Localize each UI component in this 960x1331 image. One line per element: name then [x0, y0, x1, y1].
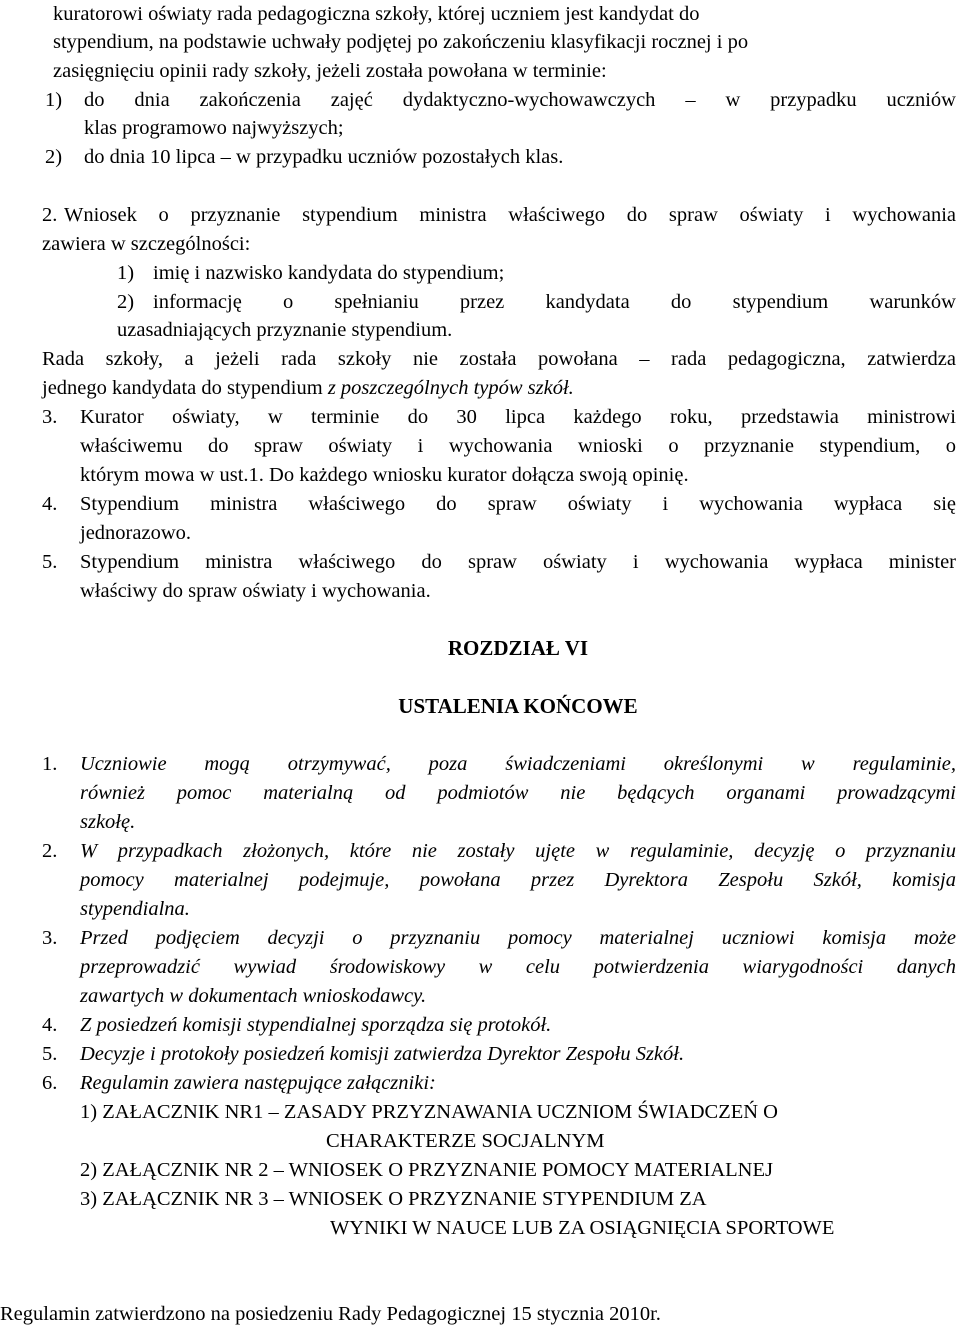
- attachment-line: CHARAKTERZE SOCJALNYM: [326, 1130, 605, 1152]
- attachment-line: 2) ZAŁĄCZNIK NR 2 – WNIOSEK O PRZYZNANIE POMOCY MATERIALNEJ: [80, 1159, 773, 1181]
- point-number: 4.: [42, 493, 58, 515]
- text-line: stypendialna.: [80, 898, 190, 920]
- text-line: Rada szkoły, a jeżeli rada szkoły nie została powołana – rada pedagogiczna, zatwierdza: [42, 348, 956, 370]
- point-number: 3.: [42, 927, 58, 949]
- text-line: przeprowadzić wywiad środowiskowy w celu potwierdzenia wiarygodności danych: [80, 956, 956, 978]
- text-line: do dnia 10 lipca – w przypadku uczniów pozostałych klas.: [84, 146, 564, 168]
- text-line: pomocy materialnej podejmuje, powołana przez Dyrektora Zespołu Szkół, komisja: [80, 869, 956, 891]
- text-line: stypendium, na podstawie uchwały podjętej po zakończeniu klasyfikacji rocznej i po: [53, 31, 749, 53]
- text-line: zasięgnięciu opinii rady szkoły, jeżeli została powołana w terminie:: [53, 60, 607, 82]
- text-line: właściwemu do spraw oświaty i wychowania wnioski o przyznanie stypendium, o: [80, 435, 956, 457]
- text-line: Przed podjęciem decyzji o przyznaniu pomocy materialnej uczniowi komisja może: [80, 927, 956, 949]
- chapter-subheading: USTALENIA KOŃCOWE: [398, 694, 638, 718]
- point-number: 2.: [42, 840, 58, 862]
- text-line: W przypadkach złożonych, które nie zostały ujęte w regulaminie, decyzję o przyznaniu: [80, 840, 956, 862]
- attachment-line: 1) ZAŁACZNIK NR1 – ZASADY PRZYZNAWANIA UCZNIOM ŚWIADCZEŃ O: [80, 1101, 778, 1123]
- point-number: 1.: [42, 753, 58, 775]
- text-line: Wniosek o przyznanie stypendium ministra właściwego do spraw oświaty i wychowania: [64, 204, 956, 226]
- text-line: szkołę.: [80, 811, 136, 833]
- chapter-heading: ROZDZIAŁ VI: [447, 636, 589, 660]
- point-number: 5.: [42, 1043, 58, 1065]
- text-line: jednorazowo.: [80, 522, 191, 544]
- text-line: Stypendium ministra właściwego do spraw oświaty i wychowania wypłaca minister: [80, 551, 956, 573]
- text-line: Uczniowie mogą otrzymywać, poza świadczeniami określonymi w regulaminie,: [80, 753, 956, 775]
- text-line: Decyzje i protokoły posiedzeń komisji zatwierdza Dyrektor Zespołu Szkół.: [80, 1043, 685, 1065]
- list-number: 1): [45, 89, 63, 111]
- text-line: którym mowa w ust.1. Do każdego wniosku kurator dołącza swoją opinię.: [80, 464, 689, 486]
- point-number: 6.: [42, 1072, 58, 1094]
- list-number: 2): [117, 291, 135, 313]
- list-number: 1): [117, 262, 135, 284]
- text-line: klas programowo najwyższych;: [84, 117, 344, 139]
- text-line: Kurator oświaty, w terminie do 30 lipca każdego roku, przedstawia ministrowi: [80, 406, 956, 428]
- text-line: właściwy do spraw oświaty i wychowania.: [80, 580, 431, 602]
- footer-note: Regulamin zatwierdzono na posiedzeniu Rady Pedagogicznej 15 stycznia 2010r.: [0, 1303, 661, 1325]
- text-line: [42, 374, 574, 403]
- text-line: kuratorowi oświaty rada pedagogiczna szkoły, której uczniem jest kandydat do: [53, 3, 700, 25]
- text-line: informację o spełnianiu przez kandydata do stypendium warunków: [153, 291, 956, 313]
- text-line: również pomoc materialną od podmiotów nie będących organami prowadzącymi: [80, 782, 956, 804]
- text-line: do dnia zakończenia zajęć dydaktyczno-wychowawczych – w przypadku uczniów: [84, 89, 956, 111]
- attachment-line: WYNIKI W NAUCE LUB ZA OSIĄGNIĘCIA SPORTOWE: [330, 1217, 835, 1239]
- text-line: Stypendium ministra właściwego do spraw oświaty i wychowania wypłaca się: [80, 493, 956, 515]
- italic-text-span: z poszczególnych typów szkół.: [327, 377, 574, 399]
- point-number: 4.: [42, 1014, 58, 1036]
- point-number: 5.: [42, 551, 58, 573]
- attachment-line: 3) ZAŁĄCZNIK NR 3 – WNIOSEK O PRZYZNANIE STYPENDIUM ZA: [80, 1188, 707, 1210]
- text-line: Z posiedzeń komisji stypendialnej sporządza się protokół.: [80, 1014, 552, 1036]
- text-span: jednego kandydata do stypendium: [42, 377, 328, 399]
- point-number: 3.: [42, 406, 58, 428]
- list-number: 2): [45, 146, 63, 168]
- text-line: uzasadniających przyznanie stypendium.: [117, 319, 453, 341]
- point-number: 2.: [42, 204, 58, 226]
- text-line: imię i nazwisko kandydata do stypendium;: [153, 262, 505, 284]
- text-line: zawartych w dokumentach wnioskodawcy.: [80, 985, 427, 1007]
- text-line: zawiera w szczególności:: [42, 233, 251, 255]
- text-line: Regulamin zawiera następujące załączniki:: [80, 1072, 436, 1094]
